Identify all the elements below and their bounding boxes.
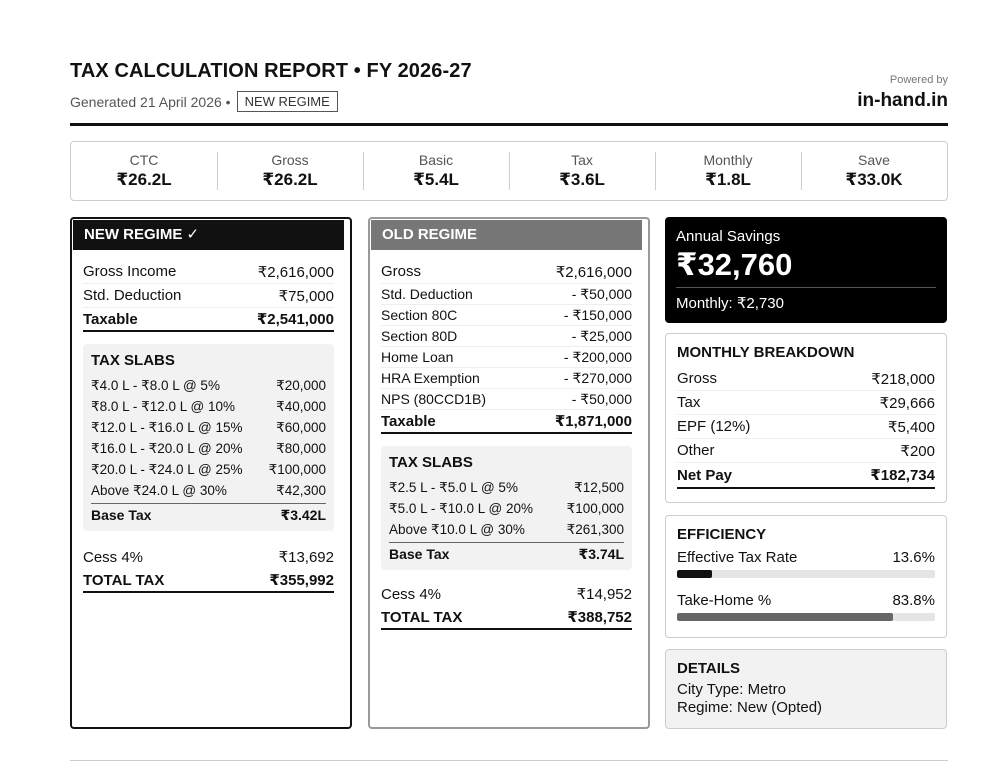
bar-fill (677, 613, 893, 621)
row-value: ₹13,692 (278, 549, 334, 566)
summary-label: Monthly (703, 152, 753, 168)
new-taxable-row (83, 308, 334, 332)
box-title: EFFICIENCY (677, 526, 767, 543)
row-value: ₹75,000 (278, 287, 334, 305)
row-label: Cess 4% (83, 548, 144, 566)
old-taxable-row (381, 410, 632, 434)
new-regime-card (70, 217, 352, 729)
summary-label: Gross (271, 152, 309, 168)
take-home-row: Take-Home % 83.8% (677, 592, 935, 609)
row-label: TOTAL TAX (381, 608, 463, 626)
efficiency-card (665, 515, 947, 638)
old-tax-slabs (381, 446, 632, 570)
effective-tax-rate-bar (677, 570, 935, 578)
slab-row: ₹20.0 L - ₹24.0 L @ 25% ₹100,000 (91, 461, 326, 477)
report-header (70, 60, 948, 126)
summary-tax (509, 152, 655, 190)
slab-row: ₹8.0 L - ₹12.0 L @ 10% ₹40,000 (91, 398, 326, 414)
regime-opted: Regime: New (Opted) (677, 699, 823, 716)
summary-basic (363, 152, 509, 190)
deduction-row: Section 80C - ₹150,000 (381, 305, 632, 326)
savings-label: Annual Savings (676, 228, 781, 245)
slab-row: Above ₹24.0 L @ 30% ₹42,300 (91, 482, 326, 498)
row-value: ₹2,616,000 (257, 263, 334, 281)
regime-badge: NEW REGIME (237, 91, 338, 112)
row-label: Gross Income (83, 263, 177, 280)
row-label: Taxable (381, 412, 436, 430)
slab-row: ₹16.0 L - ₹20.0 L @ 20% ₹80,000 (91, 440, 326, 456)
deduction-row: HRA Exemption - ₹270,000 (381, 368, 632, 389)
summary-value: ₹5.4L (413, 170, 459, 189)
row-label: Gross (381, 263, 422, 280)
details-card (665, 649, 947, 729)
summary-value: ₹1.8L (705, 170, 751, 189)
effective-tax-rate-row: Effective Tax Rate 13.6% (677, 549, 935, 566)
summary-value: ₹26.2L (262, 170, 318, 189)
bar-fill (677, 570, 712, 578)
report-subline (70, 91, 948, 112)
summary-save (801, 152, 947, 190)
page-title: TAX CALCULATION REPORT • FY 2026-27 (70, 60, 472, 82)
summary-value: ₹33.0K (845, 170, 903, 189)
deduction-row: Home Loan - ₹200,000 (381, 347, 632, 368)
old-regime-card (368, 217, 650, 729)
row-label: TOTAL TAX (83, 571, 165, 589)
new-tax-slabs (83, 344, 334, 531)
row-value: ₹388,752 (567, 609, 632, 626)
monthly-breakdown-card (665, 333, 947, 503)
summary-strip (70, 141, 948, 201)
slabs-title: TAX SLABS (91, 352, 175, 369)
row-label: Taxable (83, 310, 138, 328)
savings-value: ₹32,760 (676, 247, 936, 288)
base-tax-row: Base Tax ₹3.42L (91, 503, 326, 525)
breakdown-row: Gross ₹218,000 (677, 367, 935, 391)
footer-divider (70, 760, 948, 761)
slabs-title: TAX SLABS (389, 454, 473, 471)
deduction-row: Section 80D - ₹25,000 (381, 326, 632, 347)
annual-savings-card (665, 217, 947, 323)
summary-ctc (71, 152, 217, 190)
breakdown-row: EPF (12%) ₹5,400 (677, 415, 935, 439)
net-pay-row: Net Pay ₹182,734 (677, 463, 935, 489)
slab-row: ₹5.0 L - ₹10.0 L @ 20% ₹100,000 (389, 500, 624, 516)
old-cess-row (381, 582, 632, 606)
slab-row: ₹4.0 L - ₹8.0 L @ 5% ₹20,000 (91, 377, 326, 393)
deduction-row: Std. Deduction - ₹50,000 (381, 284, 632, 305)
old-gross-row (381, 260, 632, 284)
row-value: ₹2,541,000 (256, 311, 334, 328)
city-type: City Type: Metro (677, 681, 786, 698)
summary-value: ₹3.6L (559, 170, 605, 189)
row-value: ₹2,616,000 (555, 263, 632, 281)
row-value: ₹355,992 (269, 572, 334, 589)
deduction-row: NPS (80CCD1B) - ₹50,000 (381, 389, 632, 410)
new-gross-row (83, 260, 334, 284)
summary-label: Tax (571, 152, 593, 168)
new-cess-row (83, 545, 334, 569)
base-tax-row: Base Tax ₹3.74L (389, 542, 624, 564)
summary-value: ₹26.2L (116, 170, 172, 189)
box-title: MONTHLY BREAKDOWN (677, 344, 855, 361)
new-total-tax-row (83, 569, 334, 593)
slab-row: Above ₹10.0 L @ 30% ₹261,300 (389, 521, 624, 537)
summary-label: Basic (418, 152, 454, 168)
new-std-deduction-row (83, 284, 334, 308)
row-value: ₹14,952 (576, 586, 632, 603)
summary-label: Save (858, 152, 890, 168)
summary-gross (217, 152, 363, 190)
breakdown-row: Other ₹200 (677, 439, 935, 463)
take-home-bar (677, 613, 935, 621)
slab-row: ₹2.5 L - ₹5.0 L @ 5% ₹12,500 (389, 479, 624, 495)
powered-by-label: Powered by (889, 74, 948, 86)
summary-label: CTC (129, 152, 159, 168)
row-label: Std. Deduction (83, 287, 182, 304)
brand-link[interactable]: in-hand.in (857, 90, 948, 111)
new-regime-title: NEW REGIME ✓ (73, 220, 344, 250)
box-title: DETAILS (677, 660, 741, 677)
slab-row: ₹12.0 L - ₹16.0 L @ 15% ₹60,000 (91, 419, 326, 435)
breakdown-row: Tax ₹29,666 (677, 391, 935, 415)
savings-monthly: Monthly: ₹2,730 (676, 295, 784, 312)
old-total-tax-row (381, 606, 632, 630)
old-regime-title: OLD REGIME (371, 220, 642, 250)
generated-date: Generated 21 April 2026 • (70, 93, 231, 110)
row-label: Cess 4% (381, 585, 442, 603)
summary-monthly (655, 152, 801, 190)
row-value: ₹1,871,000 (554, 413, 632, 430)
